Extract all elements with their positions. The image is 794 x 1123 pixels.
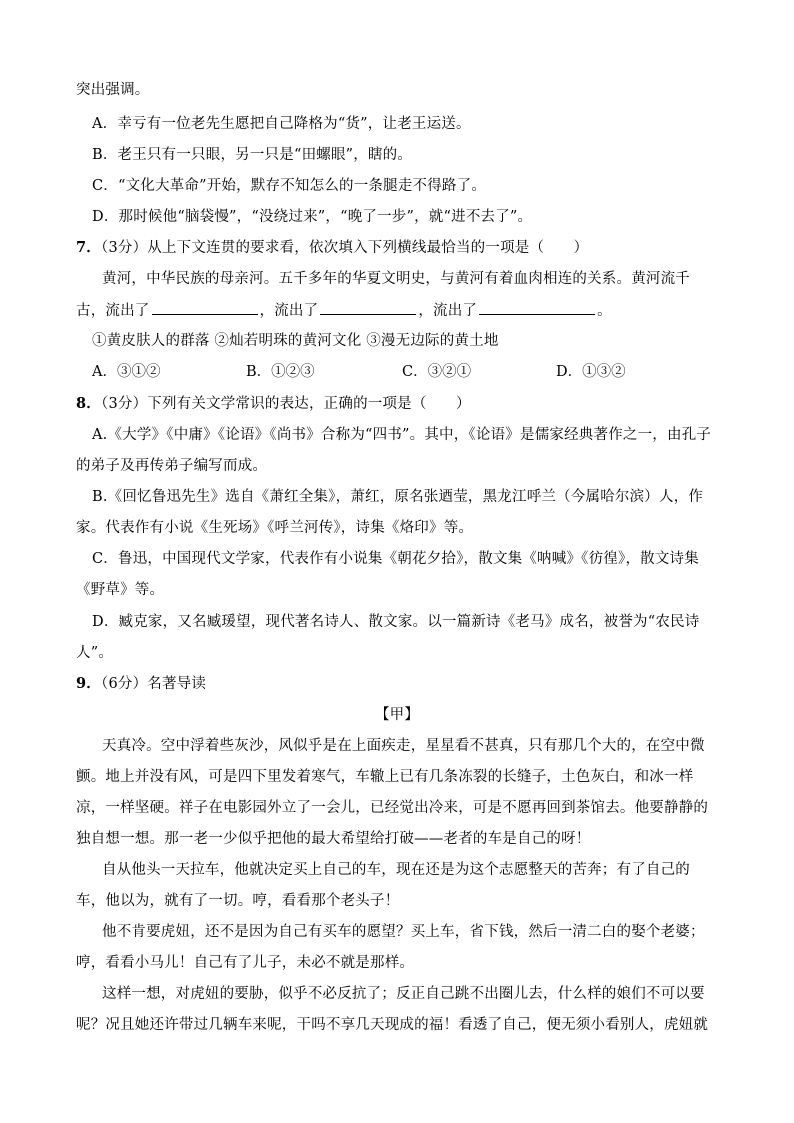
passage-line: 哼，看看小马儿！自己有了儿子，未必不就是那样。 [76, 955, 415, 971]
q9-number: 9． [76, 675, 101, 692]
q7-choice-d: D．①③② [556, 364, 626, 380]
q8-line: 《野草》等。 [76, 582, 165, 598]
q8-line: B.《回忆鲁迅先生》选自《萧红全集》，萧红，原名张迺莹，黑龙江呼兰（今属哈尔滨）人，作 [92, 489, 704, 505]
passage-line: 颤。地上并没有风，可是四下里发着寒气，车辙上已有几条冻裂的长缝子，土色灰白，和冰一样 [76, 769, 694, 785]
q7-passage-line1: 黄河，中华民族的母亲河。五千多年的华夏文明史，与黄河有着血肉相连的关系。黄河流千 [102, 271, 690, 287]
q6-tail-text: 突出强调。 [76, 82, 150, 98]
q7-text-segment: 古，流出了 [76, 303, 150, 319]
q7-passage-line2 [76, 300, 612, 321]
q7-choice-a: A．③①② [92, 364, 161, 380]
q9-stem: （6分）名著导读 [101, 676, 207, 692]
q9-heading [76, 674, 206, 694]
q8-line: D．臧克家，又名臧瑗望，现代著名诗人、散文家。以一篇新诗《老马》成名，被誉为“农民诗 [92, 614, 700, 630]
q8-line: 人”。 [76, 645, 114, 661]
q6-option-d: D．那时候他“脑袋慢”，“没绕过来”，“晚了一步”，就“进不去了”。 [92, 209, 533, 225]
passage-line: 凉，一样坚硬。祥子在电影园外立了一会儿，已经觉出冷来，可是不愿再回到茶馆去。他要静静的 [76, 800, 709, 816]
q8-line: 的弟子及再传弟子编写而成。 [76, 458, 268, 474]
q8-number: 8． [76, 395, 101, 412]
q7-choice-b: B．①②③ [246, 364, 315, 380]
q8-heading [76, 394, 471, 414]
q7-heading [76, 238, 588, 258]
passage-line: 呢？况且她还许带过几辆车来呢，干吗不享几天现成的福！看透了自己，便无须小看别人，虎妞就 [76, 1017, 709, 1033]
q7-stem: （3分）从上下文连贯的要求看，依次填入下列横线最恰当的一项是（ ） [101, 240, 589, 256]
passage-line: 车，他以为，就有了一切。哼，看看那个老头子！ [76, 893, 400, 909]
q6-option-a: A．幸亏有一位老先生愿把自己降格为“货”，让老王运送。 [92, 116, 471, 132]
passage-line: 他不肯要虎妞，还不是因为自己有买车的愿望？买上车，省下钱，然后一清二白的娶个老婆； [102, 924, 705, 940]
q8-line: C．鲁迅，中国现代文学家，代表作有小说集《朝花夕拾》，散文集《呐喊》《彷徨》，散文诗集 [92, 551, 699, 567]
q7-text-segment: ，流出了 [259, 303, 319, 319]
q7-number: 7． [76, 239, 101, 256]
q8-stem: （3分）下列有关文学常识的表达，正确的一项是（ ） [101, 396, 471, 412]
q8-line: A.《大学》《中庸》《论语》《尚书》合称为“四书”。其中，《论语》是儒家经典著作之一，由孔子 [92, 427, 712, 443]
section-title: 【甲】 [374, 707, 420, 723]
passage-line: 这样一想，对虎妞的要胁，似乎不必反抗了；反正自己跳不出圈儿去，什么样的娘们不可以要 [102, 986, 705, 1002]
q7-blank-2[interactable] [320, 300, 416, 315]
q7-blank-1[interactable] [152, 300, 258, 315]
q6-option-b: B．老王只有一只眼，另一只是“田螺眼”，瞎的。 [92, 147, 413, 163]
passage-line: 独自想一想。那一老一少似乎把他的最大希望给打破——老者的车是自己的呀！ [76, 831, 591, 847]
q7-blank-3[interactable] [479, 300, 595, 315]
passage-line: 天真冷。空中浮着些灰沙，风似乎是在上面疾走，星星看不甚真，只有那几个大的，在空中微 [102, 738, 705, 754]
q7-items: ①黄皮肤人的群落 ②灿若明珠的黄河文化 ③漫无边际的黄土地 [92, 333, 499, 349]
q7-text-segment: ，流出了 [418, 303, 478, 319]
passage-line: 自从他头一天拉车，他就决定买上自己的车，现在还是为这个志愿整天的苦奔；有了自己的 [102, 862, 690, 878]
q7-text-segment: 。 [597, 303, 612, 319]
q7-choice-c: C．③②① [402, 364, 472, 380]
q6-option-c: C．“文化大革命”开始，默存不知怎么的一条腿走不得路了。 [92, 178, 487, 194]
q8-line: 家。代表作有小说《生死场》《呼兰河传》，诗集《烙印》等。 [76, 520, 474, 536]
